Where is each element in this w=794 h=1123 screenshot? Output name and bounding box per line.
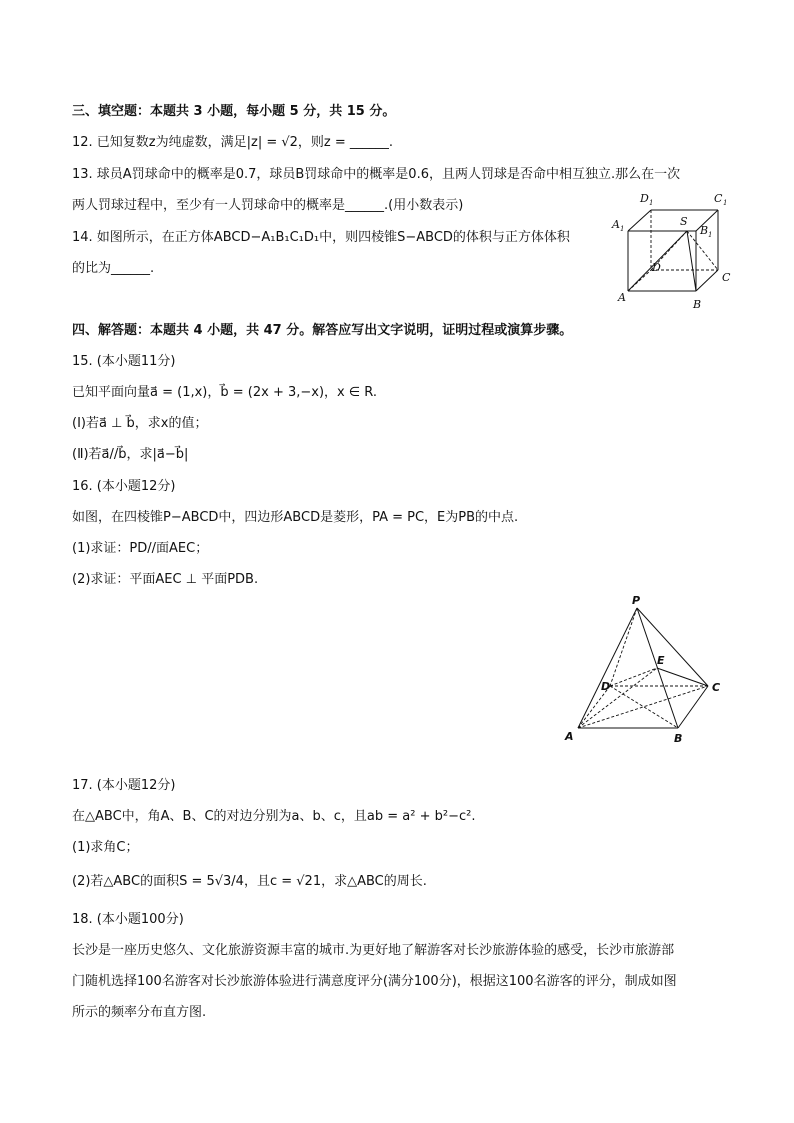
cube-label-D: D (652, 261, 661, 274)
question-16-part-1: (1)求证：PD//面AEC； (72, 541, 209, 556)
question-16-stem: 如图，在四棱锥P−ABCD中，四边形ABCD是菱形，PA = PC，E为PB的中点. (72, 510, 519, 525)
question-14-line-1: 14. 如图所示，在正方体ABCD−A₁B₁C₁D₁中，则四棱锥S−ABCD的体积与正方体体积 (72, 230, 570, 245)
cube-label-S: S (680, 215, 688, 228)
question-18-title: 18. (本小题100分) (72, 912, 184, 927)
question-17-title: 17. (本小题12分) (72, 778, 176, 793)
question-17-part-1: (1)求角C； (72, 840, 139, 855)
question-14-line-2: 的比为______. (72, 261, 155, 276)
pyramid-label-A: A (565, 730, 574, 743)
question-17-part-2: (2)若△ABC的面积S = 5√3/4，且c = √21，求△ABC的周长. (72, 874, 427, 889)
question-17-stem: 在△ABC中，角A、B、C的对边分别为a、b、c，且ab = a² + b²−c². (72, 809, 476, 824)
cube-label-A1: A (612, 218, 620, 231)
question-18-line-1: 长沙是一座历史悠久、文化旅游资源丰富的城市.为更好地了解游客对长沙旅游体验的感受，长沙市旅游部 (72, 943, 675, 958)
pyramid-label-C: C (712, 681, 721, 694)
fill-blank-section-heading: 三、填空题：本题共 3 小题，每小题 5 分，共 15 分。 (72, 104, 396, 119)
pyramid-label-P: P (632, 594, 641, 607)
question-12: 12. 已知复数z为纯虚数，满足|z| = √2，则z = ______. (72, 135, 394, 150)
question-13-line-1: 13. 球员A罚球命中的概率是0.7，球员B罚球命中的概率是0.6，且两人罚球是否命中相互独立.那么在一次 (72, 167, 681, 182)
cube-sub-A1: 1 (620, 225, 625, 233)
question-18-line-2: 门随机选择100名游客对长沙旅游体验进行满意度评分(满分100分)，根据这100名游客的评分，制成如图 (72, 974, 677, 989)
cube-sub-B1: 1 (708, 231, 713, 239)
question-18-line-3: 所示的频率分布直方图. (72, 1005, 207, 1020)
pyramid-label-E: E (657, 654, 665, 667)
pyramid-label-B: B (674, 732, 683, 744)
question-15-part-1: (Ⅰ)若a⃗ ⊥ b⃗，求x的值； (72, 416, 208, 431)
question-15-title: 15. (本小题11分) (72, 354, 176, 369)
cube-label-A: A (618, 291, 626, 304)
answer-section-heading: 四、解答题：本题共 4 小题，共 47 分。解答应写出文字说明，证明过程或演算步骤。 (72, 323, 573, 338)
question-16-title: 16. (本小题12分) (72, 479, 176, 494)
question-15-stem: 已知平面向量a⃗ = (1,x)，b⃗ = (2x + 3,−x)，x ∈ R. (72, 385, 378, 400)
cube-figure (608, 186, 738, 314)
pyramid-label-D: D (601, 680, 611, 693)
cube-label-B1: B (700, 224, 709, 237)
question-15-part-2: (Ⅱ)若a⃗//b⃗，求|a⃗−b⃗| (72, 447, 189, 462)
cube-label-C1: C (714, 192, 723, 205)
cube-sub-D1: 1 (649, 199, 654, 207)
question-16-part-2: (2)求证：平面AEC ⊥ 平面PDB. (72, 572, 259, 587)
cube-label-C: C (722, 271, 731, 284)
cube-label-D1: D (640, 192, 649, 205)
cube-sub-C1: 1 (723, 199, 728, 207)
pyramid-figure (560, 592, 730, 744)
question-13-line-2: 两人罚球过程中，至少有一人罚球命中的概率是______.(用小数表示) (72, 198, 464, 213)
cube-label-B: B (693, 298, 702, 311)
